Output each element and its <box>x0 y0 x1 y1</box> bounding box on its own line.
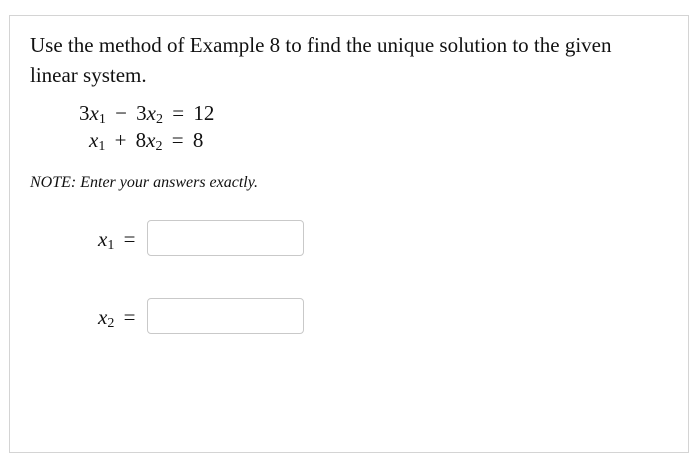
equation-1 <box>79 99 214 127</box>
question-card <box>9 15 689 453</box>
equation-2 <box>89 126 203 154</box>
answer-label-x1 <box>98 224 139 261</box>
equation-1-equals: = <box>172 101 185 125</box>
answer-label-x1-var: x <box>98 227 108 251</box>
equation-2-sub-2: 2 <box>155 139 163 154</box>
equation-2-sub-1: 1 <box>98 139 106 154</box>
equation-1-coef-1: 3 <box>79 101 90 125</box>
answer-label-x1-equals: = <box>123 227 136 251</box>
equation-2-rhs: 8 <box>192 128 204 152</box>
equation-2-var-1: x <box>89 128 99 152</box>
equation-1-coef-2: 3 <box>136 101 147 125</box>
answer-label-x2-sub: 2 <box>107 316 115 331</box>
answer-label-x2-equals: = <box>123 305 136 329</box>
equation-2-operator: + <box>114 128 127 152</box>
answer-input-x2[interactable] <box>147 298 304 334</box>
equation-1-sub-2: 2 <box>156 112 163 127</box>
answer-label-x2 <box>98 302 139 339</box>
equation-1-var-1: x <box>89 101 99 125</box>
equation-2-equals: = <box>171 128 184 152</box>
equation-1-var-2: x <box>146 101 156 125</box>
equation-1-rhs: 12 <box>193 101 215 125</box>
equation-2-coef-2: 8 <box>135 128 147 152</box>
note-text: NOTE: Enter your answers exactly. <box>30 174 258 191</box>
equation-1-sub-1: 1 <box>98 112 106 127</box>
equation-2-var-2: x <box>146 128 156 152</box>
answer-label-x2-var: x <box>98 305 108 329</box>
question-prompt: Use the method of Example 8 to find the unique solution to the given linear system. <box>30 33 612 87</box>
answer-input-x1[interactable] <box>147 220 304 256</box>
answer-label-x1-sub: 1 <box>107 238 115 253</box>
equation-1-operator: − <box>115 101 127 125</box>
